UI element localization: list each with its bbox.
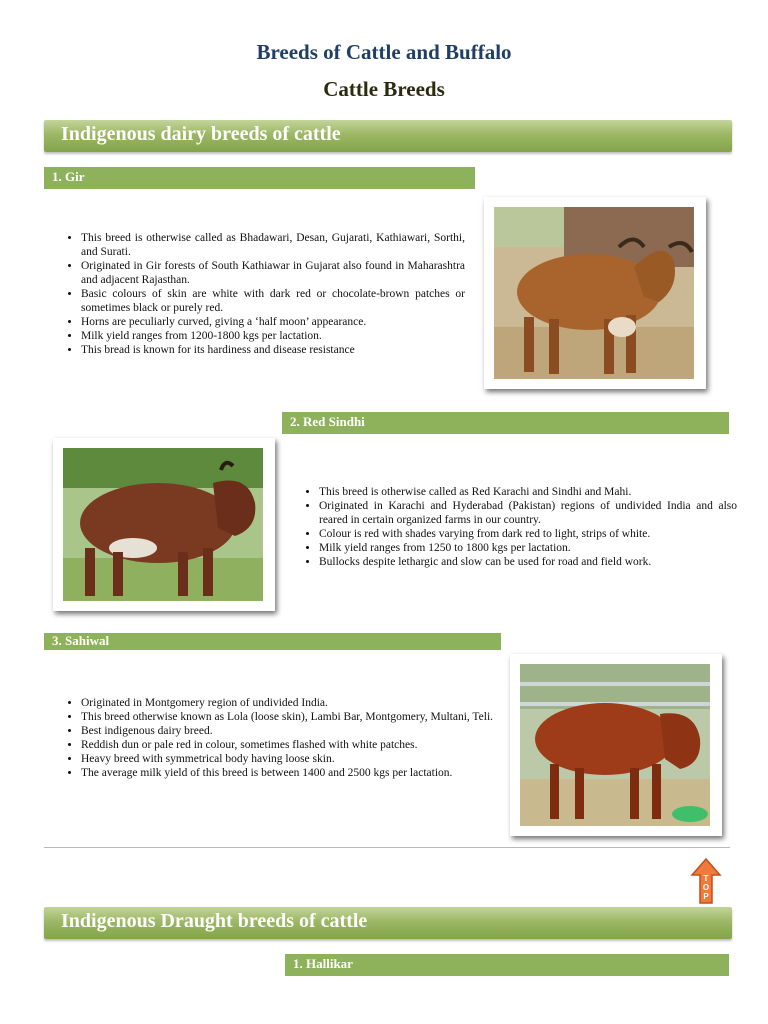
breed-header-red-sindhi	[282, 412, 729, 434]
page-title: Breeds of Cattle and Buffalo	[256, 40, 512, 64]
list-item: • Milk yield ranges from 1200-1800 kgs per lactation.	[81, 329, 465, 343]
list-item: • This breed is otherwise called as Red Karachi and Sindhi and Mahi.	[319, 485, 737, 499]
list-item: • Reddish dun or pale red in colour, sometimes flashed with white patches.	[81, 738, 511, 752]
breed-label: 2. Red Sindhi	[290, 414, 365, 429]
red-sindhi-image	[63, 448, 263, 601]
list-item: • Bullocks despite lethargic and slow can be used for road and field work.	[319, 555, 737, 569]
breed-header-gir	[44, 167, 475, 189]
list-item: • Basic colours of skin are white with dark red or chocolate-brown patches or sometimes black or purely red.	[81, 287, 465, 315]
red-sindhi-facts-list	[301, 485, 737, 569]
breed-label: 1. Gir	[52, 169, 85, 184]
breed-header-hallikar	[285, 954, 729, 976]
list-item: • Originated in Gir forests of South Kathiawar in Gujarat also found in Maharashtra and adjacent Rajasthan.	[81, 259, 465, 287]
list-item: • This breed is otherwise called as Bhadawari, Desan, Gujarati, Kathiawari, Sorthi, and Surati.	[81, 231, 465, 259]
section-heading: Indigenous Draught breeds of cattle	[61, 910, 368, 932]
list-item: • Originated in Karachi and Hyderabad (Pakistan) regions of undivided India and also reared in certain organized farms in our country.	[319, 499, 737, 527]
back-to-top-button[interactable]	[690, 857, 722, 905]
list-item: • Milk yield ranges from 1250 to 1800 kgs per lactation.	[319, 541, 737, 555]
section-header-draught	[44, 907, 732, 939]
section-header-dairy	[44, 120, 732, 152]
section-heading: Indigenous dairy breeds of cattle	[61, 123, 341, 145]
gir-cow-photo	[484, 197, 706, 389]
breed-label: 1. Hallikar	[293, 956, 353, 971]
breed-label: 3. Sahiwal	[52, 633, 110, 648]
top-letter: P	[703, 892, 709, 901]
sahiwal-image	[520, 664, 710, 826]
list-item: • Horns are peculiarly curved, giving a ‘half moon’ appearance.	[81, 315, 465, 329]
sahiwal-photo	[510, 654, 722, 836]
top-letter: T	[703, 874, 709, 883]
list-item: • This bread is known for its hardiness and disease resistance	[81, 343, 465, 357]
list-item: • Best indigenous dairy breed.	[81, 724, 511, 738]
list-item: • The average milk yield of this breed is between 1400 and 2500 kgs per lactation.	[81, 766, 511, 780]
list-item: • Heavy breed with symmetrical body having loose skin.	[81, 752, 511, 766]
red-sindhi-photo	[53, 438, 275, 611]
breed-header-sahiwal	[44, 633, 501, 650]
list-item: • This breed otherwise known as Lola (loose skin), Lambi Bar, Montgomery, Multani, Teli.	[81, 710, 511, 724]
divider	[44, 847, 730, 848]
list-item: • Colour is red with shades varying from dark red to light, strips of white.	[319, 527, 737, 541]
gir-facts-list	[63, 231, 465, 357]
list-item: • Originated in Montgomery region of undivided India.	[81, 696, 511, 710]
sahiwal-facts-list	[63, 696, 511, 780]
top-letter: O	[702, 883, 710, 892]
gir-cow-image	[494, 207, 694, 379]
page-subtitle: Cattle Breeds	[323, 77, 445, 101]
